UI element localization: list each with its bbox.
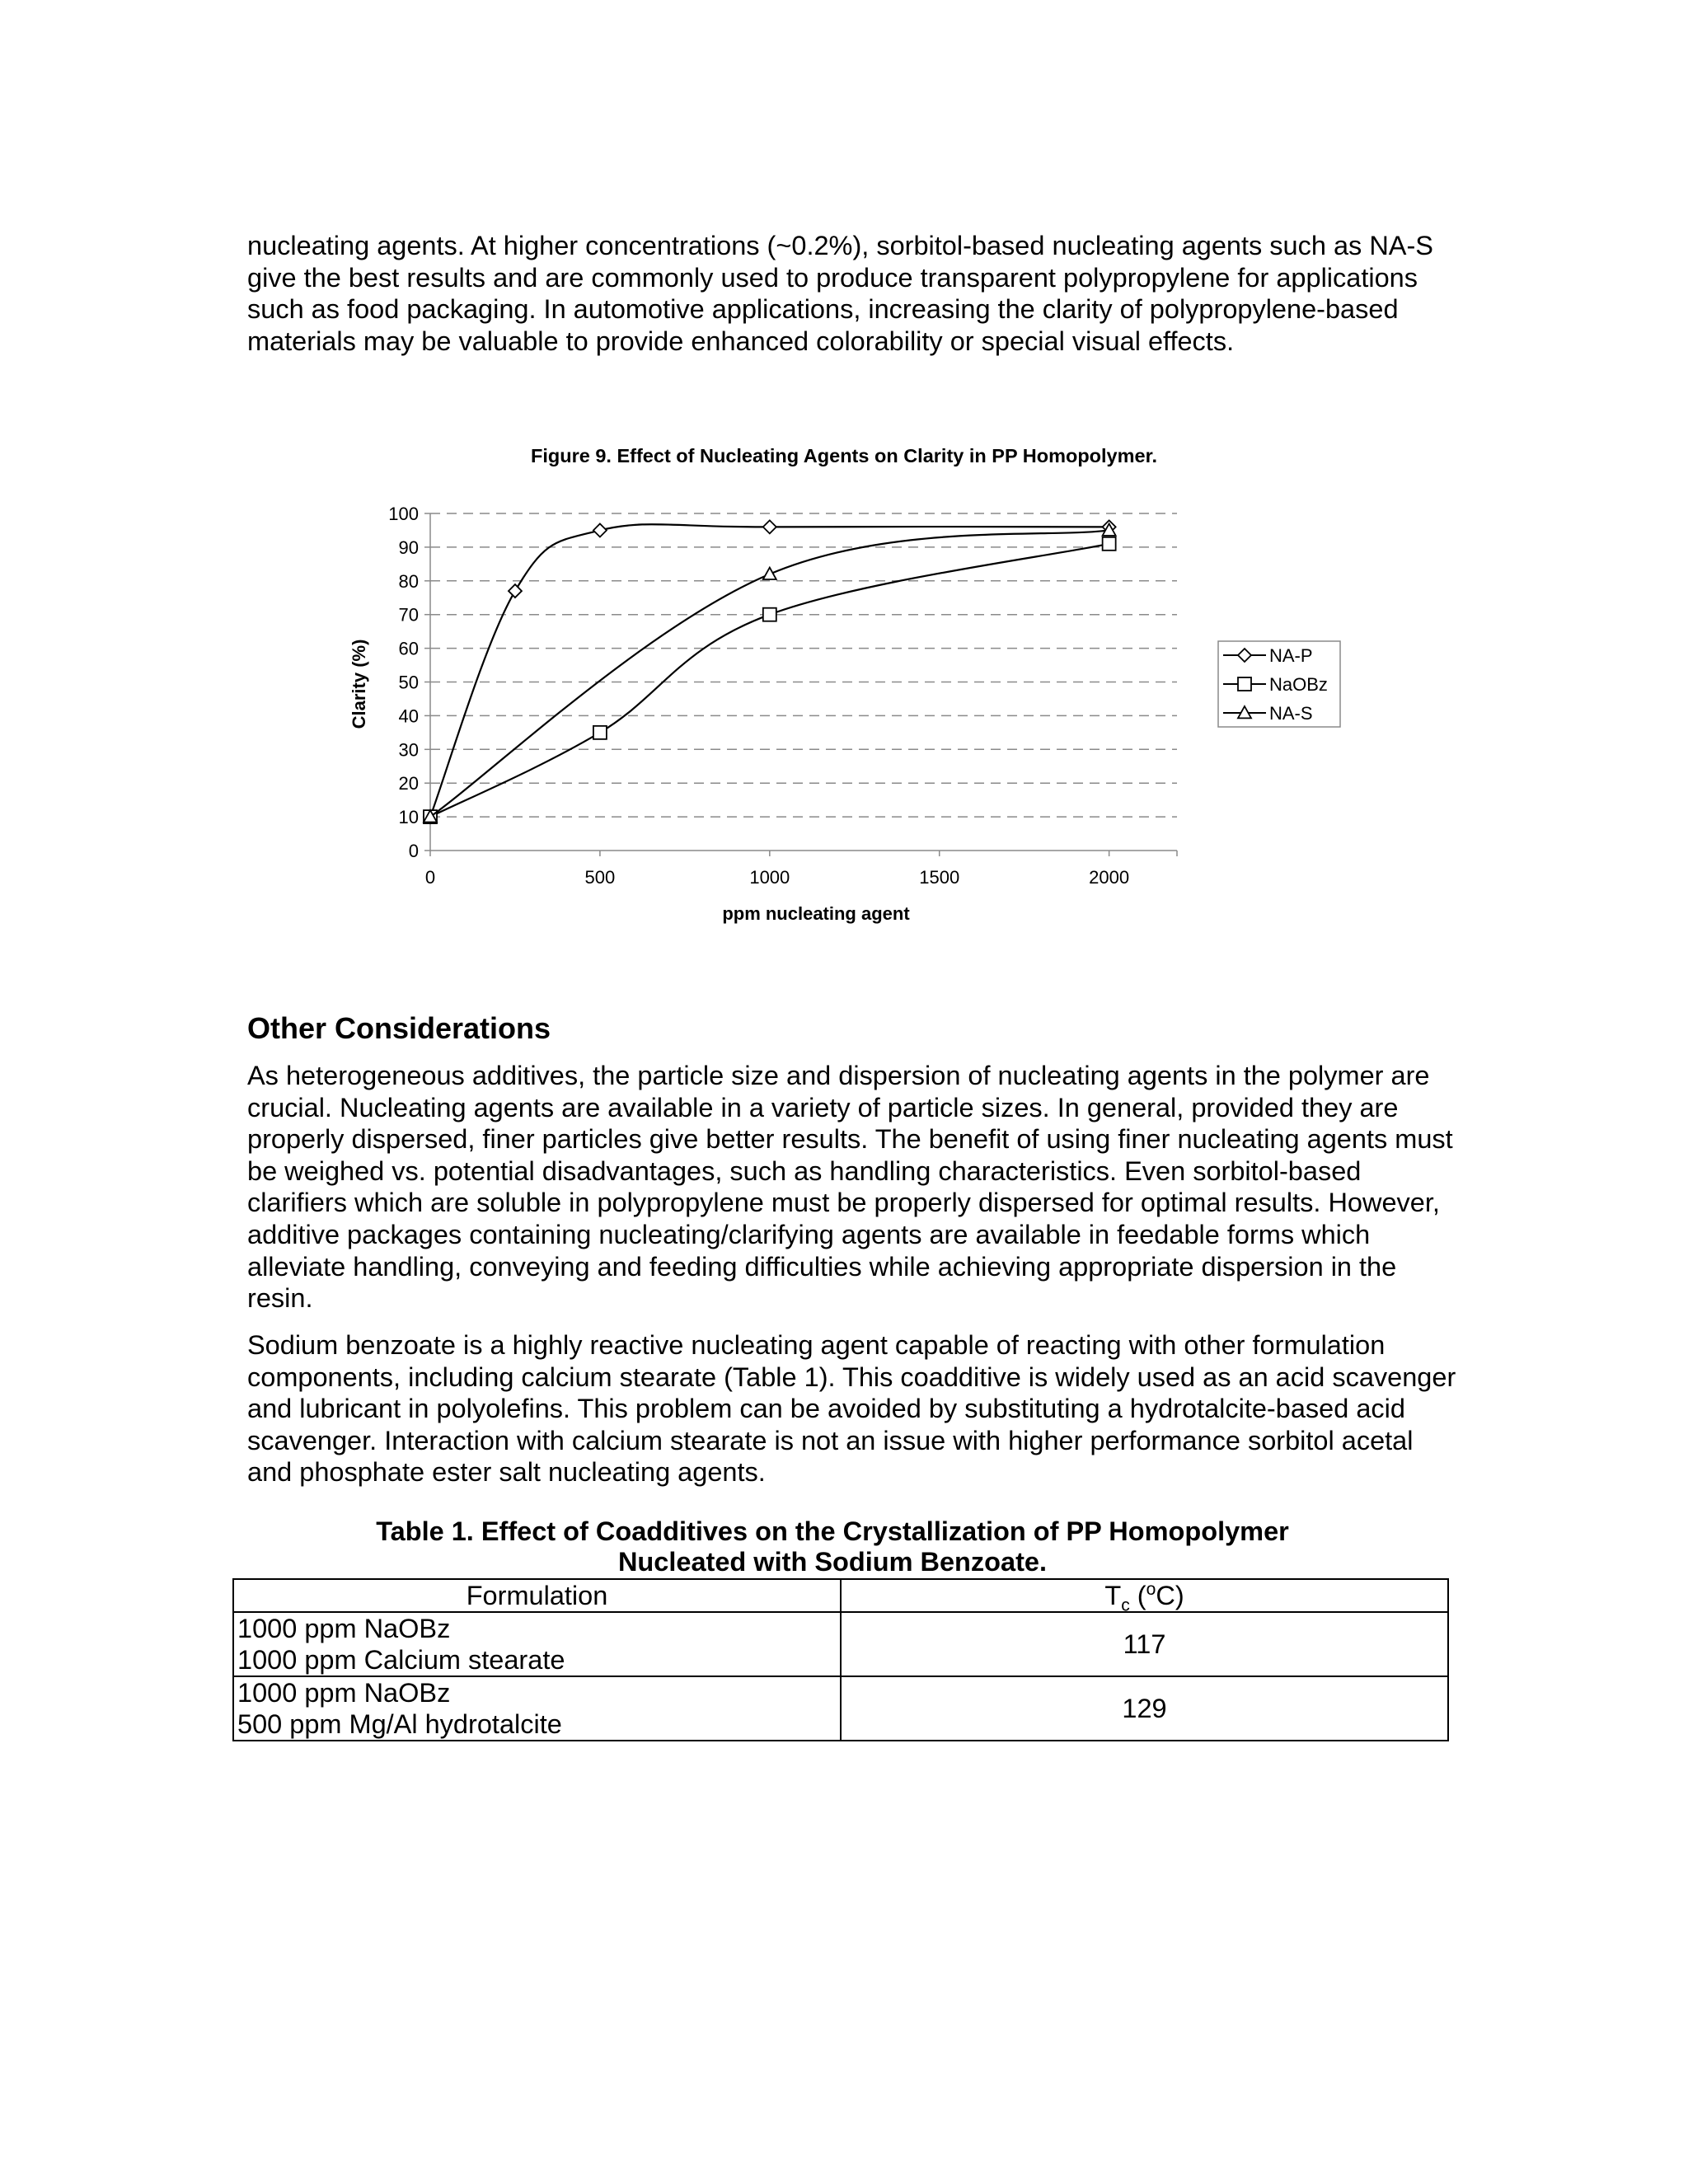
tc-symbol: T xyxy=(1104,1581,1122,1610)
y-tick-label: 30 xyxy=(398,739,419,761)
other-considerations-paragraph-2: Sodium benzoate is a highly reactive nucleating agent capable of reacting with other formulation components, including calcium stearate (Table 1). This coadditive is widely used as an acid scavenger and lubricant in polyolefins. This problem can be avoided by substituting a hydrotalcite-based acid scavenger. Interaction with calcium stearate is not an issue with higher performance sorbitol acetal and phosphate ester salt nucleating agents. xyxy=(247,1330,1456,1488)
y-tick-label: 80 xyxy=(398,570,419,592)
header-formulation: Formulation xyxy=(233,1579,841,1612)
other-considerations-paragraph-1: As heterogeneous additives, the particle size and dispersion of nucleating agents in the polymer are crucial. Nucleating agents are available in a variety of particle sizes. In general, provided they are properly dispersed, finer particles give better results. The benefit of using finer nucleating agents must be weighed vs. potential disadvantages, such as handling characteristics. Even sorbitol-based clarifiers which are soluble in polypropylene must be properly dispersed for optimal results. However, additive packages containing nucleating/clarifying agents are available in feedable forms which alleviate handling, conveying and feeding difficulties while achieving appropriate dispersion in the resin. xyxy=(247,1061,1453,1314)
y-tick-label: 100 xyxy=(388,504,419,524)
chart-gridlines xyxy=(430,513,1177,817)
intro-paragraph: nucleating agents. At higher concentrations (~0.2%), sorbitol-based nucleating agents such as NA-S give the best results and are commonly used to produce transparent polypropylene for applications such as food packaging. In automotive applications, increasing the clarity of polypropylene-based materials may be valuable to provide enhanced colorability or special visual effects. xyxy=(247,231,1433,356)
chart-series xyxy=(424,520,1116,823)
y-axis-label: Clarity (%) xyxy=(349,639,369,729)
data-point-na-p xyxy=(593,523,607,537)
data-point-na-p xyxy=(509,584,522,598)
table-header-row xyxy=(233,1579,1448,1612)
series-line-naobz xyxy=(430,544,1109,817)
x-tick-label: 1000 xyxy=(749,867,790,888)
data-point-na-p xyxy=(763,520,776,533)
formulation-cell xyxy=(233,1676,841,1741)
data-point-naobz xyxy=(593,726,607,739)
formulation-line: 500 ppm Mg/Al hydrotalcite xyxy=(237,1709,562,1739)
legend-label-na-s: NA-S xyxy=(1269,703,1313,724)
chart-axes xyxy=(388,504,1177,888)
figure-caption: Figure 9. Effect of Nucleating Agents on Clarity in PP Homopolymer. xyxy=(531,445,1157,466)
legend-label-na-p: NA-P xyxy=(1269,645,1313,666)
data-point-na-s xyxy=(763,568,776,579)
formulation-cell xyxy=(233,1612,841,1676)
x-tick-label: 0 xyxy=(424,867,436,888)
header-tc xyxy=(841,1579,1448,1615)
tc-cell: 117 xyxy=(841,1612,1448,1676)
table-caption-line-2: Nucleated with Sodium Benzoate. xyxy=(617,1547,1048,1577)
x-tick-label: 2000 xyxy=(1089,867,1130,888)
tc-unit: C) xyxy=(1156,1581,1184,1610)
data-point-naobz xyxy=(1103,537,1116,551)
formulation-line: 1000 ppm NaOBz xyxy=(237,1678,451,1708)
y-tick-label: 70 xyxy=(398,604,419,626)
data-point-naobz xyxy=(763,608,776,621)
legend-label-naobz: NaOBz xyxy=(1269,674,1328,695)
y-tick-label: 20 xyxy=(398,773,419,794)
y-tick-label: 90 xyxy=(398,537,419,558)
formulation-line: 1000 ppm NaOBz xyxy=(237,1614,451,1643)
clarity-chart xyxy=(0,0,1688,972)
x-tick-label: 500 xyxy=(584,867,616,888)
x-axis-label: ppm nucleating agent xyxy=(722,903,910,924)
tc-degree: o xyxy=(1146,1580,1156,1600)
formulation-line: 1000 ppm Calcium stearate xyxy=(237,1645,565,1675)
tc-cell: 129 xyxy=(841,1676,1448,1741)
table-caption-line-1: Table 1. Effect of Coadditives on the Crystallization of PP Homopolymer xyxy=(376,1516,1289,1546)
chart-legend xyxy=(1218,641,1340,727)
y-tick-label: 10 xyxy=(398,807,419,828)
y-tick-label: 50 xyxy=(398,672,419,693)
legend-marker-naobz xyxy=(1238,677,1251,691)
y-tick-label: 60 xyxy=(398,638,419,659)
table-row xyxy=(233,1612,1448,1676)
section-heading: Other Considerations xyxy=(247,1011,551,1045)
y-tick-label: 0 xyxy=(408,841,419,861)
table-row xyxy=(233,1676,1448,1741)
y-tick-label: 40 xyxy=(398,705,419,727)
coadditive-table xyxy=(232,1578,1449,1741)
tc-open: ( xyxy=(1129,1581,1146,1610)
x-tick-label: 1500 xyxy=(919,867,960,888)
tc-subscript: c xyxy=(1121,1596,1130,1615)
table-caption xyxy=(247,1516,1418,1577)
